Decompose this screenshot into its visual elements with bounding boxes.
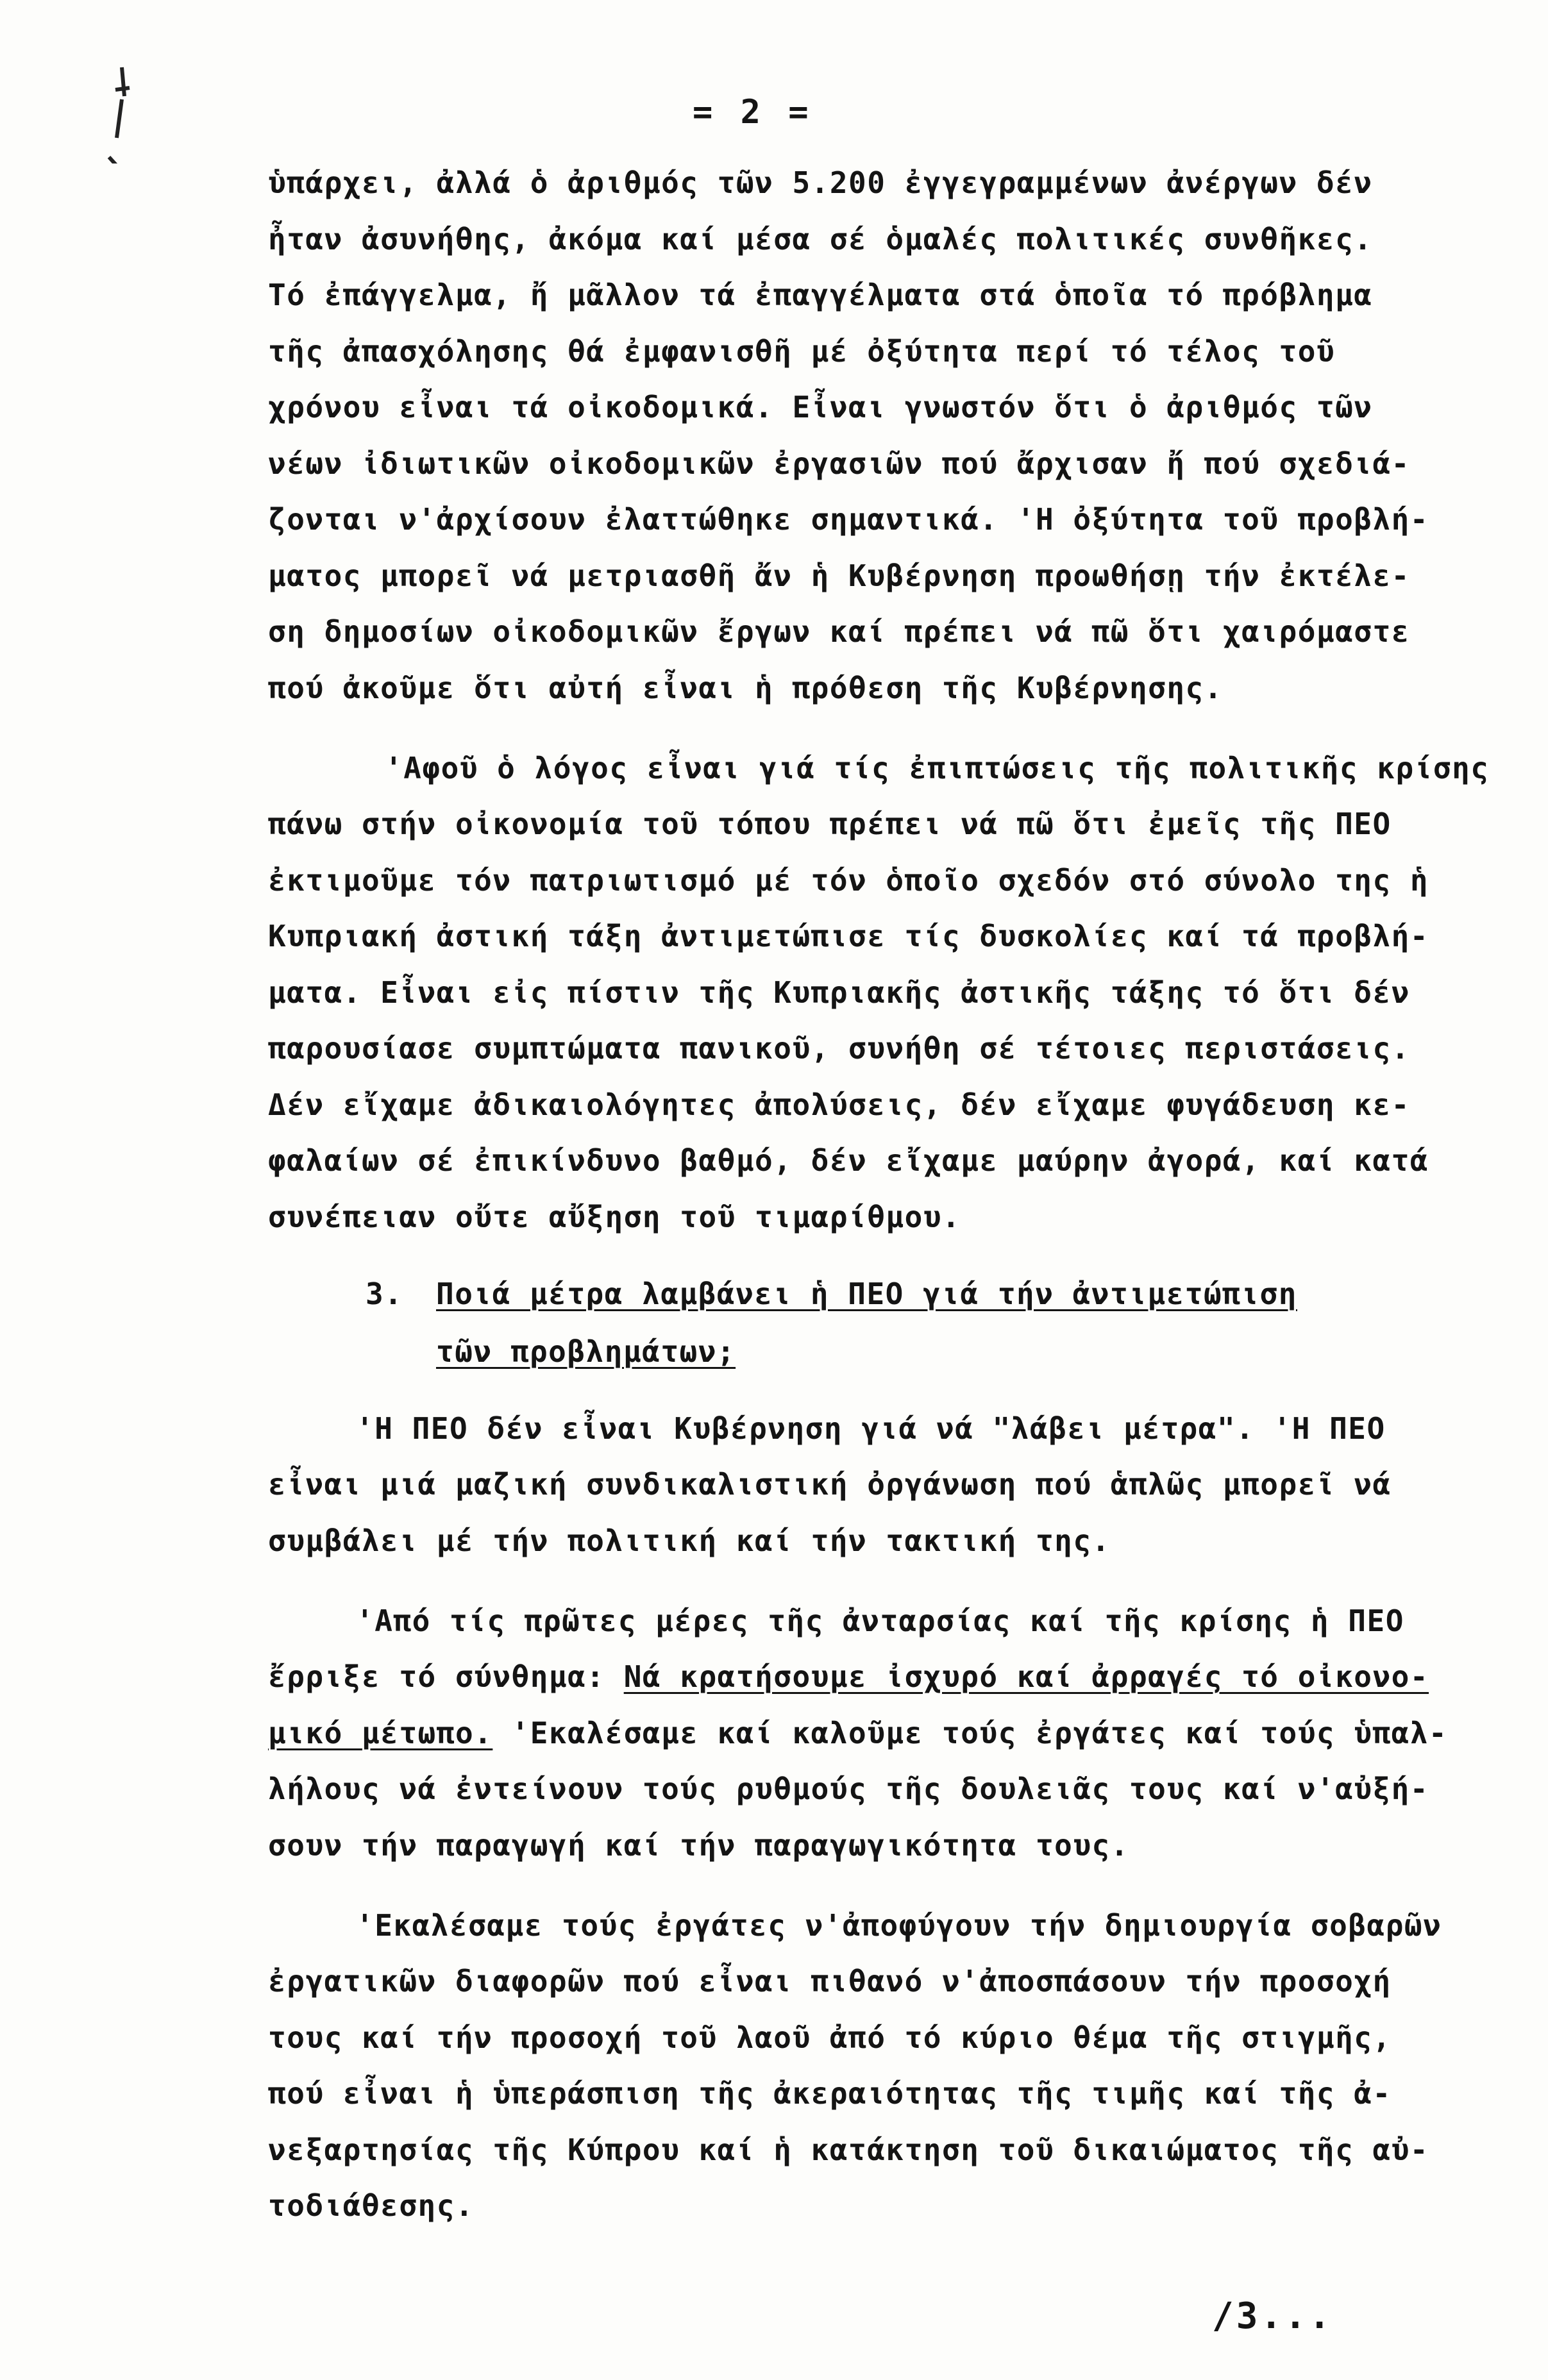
text-line: χρόνου εἶναι τά οἰκοδομικά. Εἶναι γνωστόν ὅτι ὁ ἀριθμός τῶν (268, 390, 1373, 424)
text-line: Δέν εἴχαμε ἀδικαιολόγητες ἀπολύσεις, δέν εἴχαμε φυγάδευση κε- (268, 1087, 1410, 1122)
text-line: λήλους νά ἐντείνουν τούς ρυθμούς τῆς δουλειᾶς τους καί ν'αὐξή- (268, 1772, 1429, 1806)
section-heading: Ποιά μέτρα λαμβάνει ἡ ΠΕΟ γιά τήν ἀντιμετώπιση (436, 1277, 1297, 1311)
text-line: ἦταν ἀσυνήθης, ἀκόμα καί μέσα σέ ὁμαλές πολιτικές συνθῆκες. (268, 222, 1373, 256)
text-line: Τό ἐπάγγελμα, ἤ μᾶλλον τά ἐπαγγέλματα στά ὁποῖα τό πρόβλημα (268, 278, 1373, 312)
text-line: ματος μπορεῖ νά μετριασθῆ ἄν ἡ Κυβέρνηση προωθήσῃ τήν ἐκτέλε- (268, 558, 1410, 593)
text-line: ἐκτιμοῦμε τόν πατριωτισμό μέ τόν ὁποῖο σχεδόν στό σύνολο της ἡ (268, 863, 1429, 898)
continuation-marker: /3... (1212, 2295, 1333, 2337)
text-line: ματα. Εἶναι εἰς πίστιν τῆς Κυπριακῆς ἀστικῆς τάξης τό ὅτι δέν (268, 975, 1410, 1010)
page-number: = 2 = (693, 93, 812, 131)
text-line: ὑπάρχει, ἀλλά ὁ ἀριθμός τῶν 5.200 ἐγγεγραμμένων ἀνέργων δέν (268, 165, 1373, 200)
slogan-text: μικό μέτωπο. (268, 1716, 493, 1750)
text-line: πάνω στήν οἰκονομία τοῦ τόπου πρέπει νά πῶ ὅτι ἐμεῖς τῆς ΠΕΟ (268, 807, 1392, 841)
text-line: τους καί τήν προσοχή τοῦ λαοῦ ἀπό τό κύριο θέμα τῆς στιγμῆς, (268, 2020, 1392, 2055)
text-line: σουν τήν παραγωγή καί τήν παραγωγικότητα τους. (268, 1828, 1129, 1863)
text-line: συνέπειαν οὔτε αὔξηση τοῦ τιμαρίθμου. (268, 1200, 961, 1234)
text-line: πού ἀκοῦμε ὅτι αὐτή εἶναι ἡ πρόθεση τῆς Κυβέρνησης. (268, 671, 1223, 705)
text-line: 'Η ΠΕΟ δέν εἶναι Κυβέρνηση γιά νά "λάβει μέτρα". 'Η ΠΕΟ (356, 1411, 1386, 1446)
text-line: Κυπριακή ἀστική τάξη ἀντιμετώπισε τίς δυσκολίες καί τά προβλή- (268, 919, 1429, 953)
text-line: νεξαρτησίας τῆς Κύπρου καί ἡ κατάκτηση τοῦ δικαιώματος τῆς αὐ- (268, 2133, 1429, 2167)
text-line: παρουσίασε συμπτώματα πανικοῦ, συνήθη σέ τέτοιες περιστάσεις. (268, 1031, 1410, 1066)
section-number: 3. (366, 1277, 403, 1311)
text-line: νέων ἰδιωτικῶν οἰκοδομικῶν ἐργασιῶν πού ἄρχισαν ἤ πού σχεδιά- (268, 446, 1410, 481)
text-line: τοδιάθεσης. (268, 2188, 475, 2223)
text-line (268, 1718, 1447, 1748)
text-line: τῆς ἀπασχόλησης θά ἐμφανισθῆ μέ ὀξύτητα περί τό τέλος τοῦ (268, 334, 1336, 369)
text-line: πού εἶναι ἡ ὑπεράσπιση τῆς ἀκεραιότητας τῆς τιμῆς καί τῆς ἀ- (268, 2076, 1392, 2111)
text-line: ζονται ν'ἀρχίσουν ἐλαττώθηκε σημαντικά. 'Η ὀξύτητα τοῦ προβλή- (268, 502, 1429, 537)
text-line: φαλαίων σέ ἐπικίνδυνο βαθμό, δέν εἴχαμε μαύρην ἀγορά, καί κατά (268, 1143, 1429, 1178)
text-line: 'Αφοῦ ὁ λόγος εἶναι γιά τίς ἐπιπτώσεις τῆς πολιτικῆς κρίσης (385, 751, 1490, 785)
text-line: ἐργατικῶν διαφορῶν πού εἶναι πιθανό ν'ἀποσπάσουν τήν προσοχή (268, 1964, 1392, 1999)
text-fragment: ἔρριξε τό σύνθημα: (268, 1659, 624, 1694)
margin-scribble-mark (96, 61, 141, 173)
section-heading: τῶν προβλημάτων; (436, 1334, 736, 1369)
text-line: 'Από τίς πρῶτες μέρες τῆς ἀνταρσίας καί τῆς κρίσης ἡ ΠΕΟ (356, 1604, 1404, 1638)
text-line: 'Εκαλέσαμε τούς ἐργάτες ν'ἀποφύγουν τήν δημιουργία σοβαρῶν (356, 1908, 1442, 1943)
text-line: ση δημοσίων οἰκοδομικῶν ἔργων καί πρέπει νά πῶ ὅτι χαιρόμαστε (268, 614, 1410, 649)
text-line: συμβάλει μέ τήν πολιτική καί τήν τακτική της. (268, 1523, 1111, 1558)
text-line: εἶναι μιά μαζική συνδικαλιστική ὀργάνωση πού ἁπλῶς μπορεῖ νά (268, 1467, 1392, 1502)
text-line (268, 1659, 1429, 1694)
slogan-text: Νά κρατήσουμε ἰσχυρό καί ἀρραγές τό οἰκονο- (623, 1659, 1429, 1694)
text-fragment: 'Εκαλέσαμε καί καλοῦμε τούς ἐργάτες καί τούς ὑπαλ- (492, 1716, 1448, 1750)
